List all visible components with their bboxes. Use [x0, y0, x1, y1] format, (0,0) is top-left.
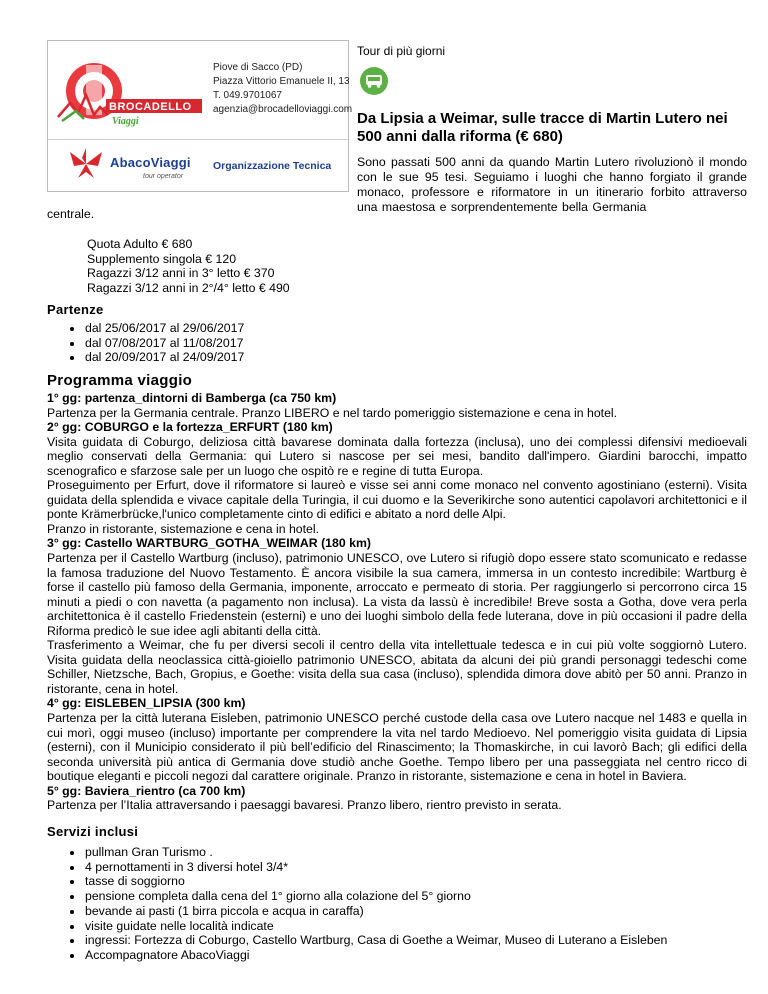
agency-address: Piazza Vittorio Emanuele II, 13: [213, 76, 350, 87]
list-item: ingressi: Fortezza di Coburgo, Castello Wartburg, Casa di Goethe a Weimar, Museo di Luterano a Eisleben: [68, 933, 667, 948]
agency-city: Piove di Sacco (PD): [213, 62, 303, 73]
abaco-flower-icon: [64, 146, 108, 182]
intro-text: Sono passati 500 anni da quando Martin Lutero rivoluzionò il mondo con le sue 95 tesi. Seguiamo i luoghi che hanno forgiato il grande monaco, professore e riformatore in un itinerario forbito attraverso una maestosa e sorprendentemente bella Germania: [357, 155, 747, 214]
list-item: dal 20/09/2017 al 24/09/2017: [68, 350, 244, 365]
list-item: pullman Gran Turismo .: [68, 845, 667, 860]
abaco-logo: [48, 140, 348, 191]
day-text: Visita guidata di Coburgo, deliziosa città bavarese dominata dalla fortezza (inclusa), uno dei complessi difensivi medioevali meglio conservati della Germania: qui Lutero si nascose per sei mesi, bandito dall'impero. Giardini barocchi, impatto scenografico e sfarzose sale per un luogo che ospitò re e regine di tutta Europa.: [47, 434, 747, 478]
list-item: bevande ai pasti (1 birra piccola e acqua in caraffa): [68, 904, 667, 919]
brand-sub-text: Viaggi: [112, 116, 139, 127]
abaco-name: AbacoViaggi: [110, 155, 191, 170]
bus-icon: [359, 66, 389, 96]
agency-contact: [213, 61, 352, 117]
program-body: [47, 391, 747, 813]
day-text: Proseguimento per Erfurt, dove il riformatore si laureò e visse sei anni come monaco nel convento agostiniano (esterni). Visita guidata della splendida e vivace capitale della Turingia, il cui duomo e la Severikirche sono autentici capolavori architettonici e il ponte Krämerbrücke,l'unico completamente cinto di edifici e abitato a nord delle Alpi.: [47, 478, 747, 522]
list-item: dal 25/06/2017 al 29/06/2017: [68, 321, 244, 336]
price-child-3rd-bed: Ragazzi 3/12 anni in 3° letto € 370: [87, 266, 275, 281]
brocadello-logo: [48, 41, 353, 140]
price-single-supplement: Supplemento singola € 120: [87, 251, 237, 266]
technical-organization-label: Organizzazione Tecnica: [213, 160, 332, 172]
list-item: tasse di soggiorno: [68, 874, 667, 889]
tour-category: Tour di più giorni: [357, 44, 446, 58]
page-title: Da Lipsia a Weimar, sulle tracce di Martin Lutero nei 500 anni dalla riforma (€ 680): [357, 110, 728, 145]
day-heading: 5° gg: Baviera_rientro (ca 700 km): [47, 783, 246, 798]
list-item: Accompagnatore AbacoViaggi: [68, 948, 667, 963]
brocadello-mark-icon: [56, 55, 206, 133]
day-text: Partenza per la Germania centrale. Pranzo LIBERO e nel tardo pomeriggio sistemazione e cena in hotel.: [47, 405, 618, 420]
brand-text: BROCADELLO: [109, 101, 192, 113]
day-heading: 4° gg: EISLEBEN_LIPSIA (300 km): [47, 696, 246, 711]
agency-email[interactable]: agenzia@brocadelloviaggi.com: [213, 104, 353, 115]
day-text: Trasferimento a Weimar, che fu per diversi secoli il centro della vita intellettuale tedesca e in cui più volte soggiornò Lutero. Visita guidata della neoclassica città-gioiello patrimonio UNESCO, abitata da alcuni dei più grandi personaggi tedeschi come Schiller, Nietzsche, Bach, Gropius, e Goethe: visita della sua casa (incluso), splendida dimora dove abitò per 50 anni. Pranzo in ristorante, cena in hotel.: [47, 638, 747, 696]
day-text: Pranzo in ristorante, sistemazione e cena in hotel.: [47, 521, 320, 536]
day-heading: 1° gg: partenza_dintorni di Bamberga (ca 750 km): [47, 391, 337, 405]
day-text: Partenza per l’Italia attraversando i paesaggi bavaresi. Pranzo libero, rientro previsto in serata.: [47, 798, 562, 813]
list-item: visite guidate nelle località indicate: [68, 919, 667, 934]
departures-heading: Partenze: [47, 302, 104, 317]
price-list: [87, 237, 290, 296]
list-item: 4 pernottamenti in 3 diversi hotel 3/4*: [68, 860, 667, 875]
day-heading: 2° gg: COBURGO e la fortezza_ERFURT (180 km): [47, 420, 333, 435]
intro-text-end: centrale.: [47, 207, 95, 221]
list-item: pensione completa dalla cena del 1° giorno alla colazione del 5° giorno: [68, 889, 667, 904]
day-heading: 3° gg: Castello WARTBURG_GOTHA_WEIMAR (180 km): [47, 536, 371, 551]
agency-logo-box: [47, 40, 353, 192]
abaco-sub: tour operator: [143, 173, 184, 180]
price-child-2nd-4th-bed: Ragazzi 3/12 anni in 2°/4° letto € 490: [87, 281, 290, 296]
agency-phone: T. 049.9701067: [213, 90, 282, 101]
services-list: [68, 845, 667, 963]
day-text: Partenza per il Castello Wartburg (incluso), patrimonio UNESCO, ove Lutero si rifugiò dopo essere stato scomunicato e redasse la famosa traduzione del Nuovo Testamento. È ancora visibile la sua camera, immersa in un contesto incredibile: Wartburg è forse il castello più famoso della Germania, imponente, arroccato e permeato di storia. Per raggiungerlo si percorrono circa 15 minuti a piedi o con navetta (a pagamento non inclusa). La vista da lassù è incredibile! Breve sosta a Gotha, dove vera perla architettonica è il castello Friedenstein (esterni) e uno dei luoghi simbolo della fede luterana, dove in più occasioni il padre della Riforma predicò le sue idee agli abitanti della città.: [47, 551, 747, 638]
list-item: dal 07/08/2017 al 11/08/2017: [68, 336, 244, 351]
services-heading: Servizi inclusi: [47, 824, 139, 839]
program-heading: Programma viaggio: [47, 372, 193, 389]
day-text: Partenza per la città luterana Eisleben, patrimonio UNESCO perché custode della casa ove Lutero nacque nel 1483 e quella in cui morì, oggi museo (incluso) importante per comprendere la vita nel tardo Medioevo. Nel pomeriggio visita guidata di Lipsia (esterni), con il Municipio considerato il più bell’edificio del Rinascimento; la Thomaskirche, in cui lavorò Bach; gli edifici della seconda università più antica di Germania dove studiò anche Goethe. Tempo libero per una passeggiata nel centro ricco di boutique eleganti e piccoli negozi dal carattere originale. Pranzo in ristorante, sistemazione e cena in hotel in Baviera.: [47, 711, 747, 784]
price-adult: Quota Adulto € 680: [87, 237, 193, 251]
departures-list: [68, 321, 244, 365]
